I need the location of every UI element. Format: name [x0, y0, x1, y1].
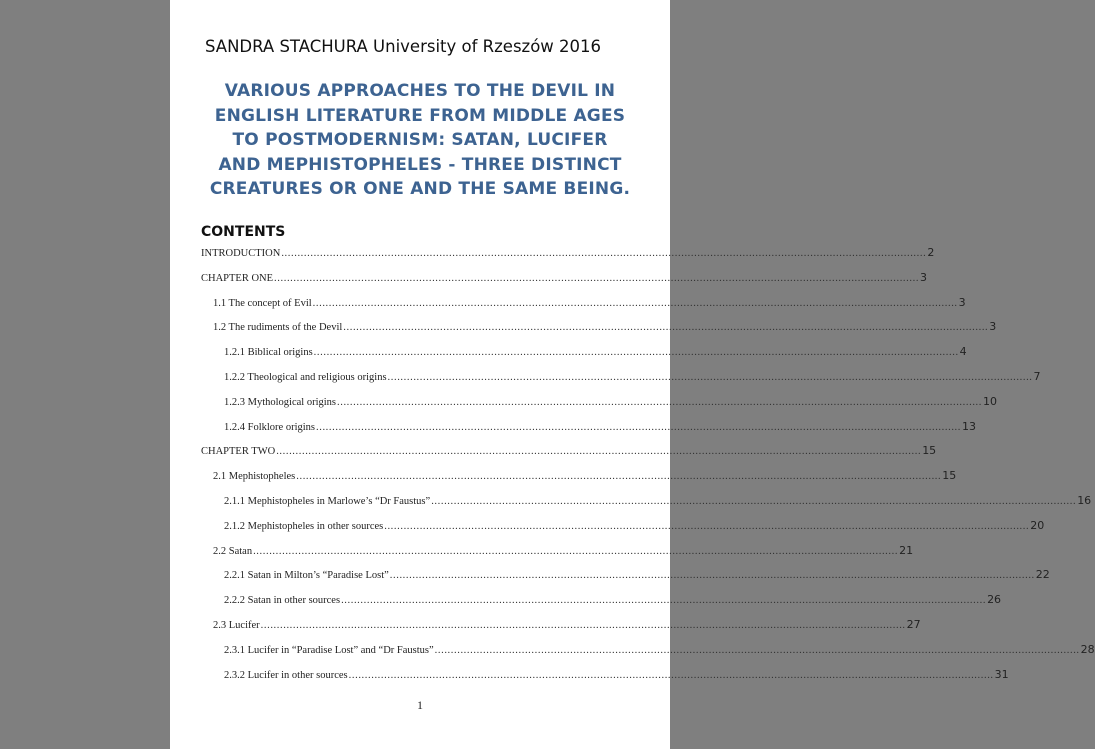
- toc-entry-page: 2: [927, 246, 935, 259]
- title-line: ENGLISH LITERATURE FROM MIDDLE AGES: [214, 105, 626, 126]
- document-title: [190, 79, 650, 202]
- toc-dot-leader: ........................................................................................................................................................................................................: [316, 421, 961, 433]
- toc-entry-label: 2.2.1 Satan in Milton’s “Paradise Lost”: [224, 570, 389, 582]
- toc-entry-page: 10: [983, 394, 997, 408]
- toc-entry[interactable]: [201, 491, 1092, 507]
- toc-entry-label: 2.3.2 Lucifer in other sources: [224, 669, 348, 681]
- toc-entry[interactable]: [201, 293, 966, 309]
- toc-entry-page: 3: [989, 320, 997, 334]
- toc-dot-leader: ........................................................................................................................................................................................................: [313, 347, 959, 359]
- toc-entry[interactable]: [201, 317, 997, 334]
- contents-heading: CONTENTS: [201, 224, 286, 240]
- toc-dot-leader: ........................................................................................................................................................................................................: [260, 620, 906, 631]
- toc-entry[interactable]: [201, 665, 1009, 681]
- toc-entry[interactable]: [201, 243, 935, 259]
- author-line: SANDRA STACHURA University of Rzeszów 2016: [205, 37, 602, 56]
- toc-entry[interactable]: [201, 417, 976, 433]
- toc-entry-page: 3: [958, 295, 966, 309]
- toc-dot-leader: ........................................................................................................................................................................................................: [434, 644, 1080, 656]
- toc-dot-leader: ........................................................................................................................................................................................................: [253, 545, 899, 557]
- toc-entry[interactable]: [201, 615, 921, 631]
- toc-entry-label: 2.1.1 Mephistopheles in Marlowe’s “Dr Faustus”: [224, 496, 431, 507]
- toc-entry-page: 13: [962, 419, 976, 433]
- toc-entry-page: 22: [1035, 568, 1050, 582]
- toc-entry[interactable]: [201, 342, 967, 359]
- toc-dot-leader: ........................................................................................................................................................................................................: [341, 595, 987, 607]
- toc-dot-leader: ........................................................................................................................................................................................................: [348, 669, 994, 681]
- toc-entry[interactable]: [201, 590, 1002, 607]
- toc-entry-label: 1.2 The rudiments of the Devil: [213, 322, 343, 334]
- toc-dot-leader: ........................................................................................................................................................................................................: [431, 496, 1077, 507]
- toc-entry[interactable]: [201, 392, 997, 408]
- toc-entry-label: 1.2.1 Biblical origins: [224, 347, 313, 359]
- toc-dot-leader: ........................................................................................................................................................................................................: [296, 471, 942, 483]
- toc-dot-leader: ........................................................................................................................................................................................................: [276, 446, 922, 458]
- toc-entry-label: 1.2.2 Theological and religious origins: [224, 372, 387, 383]
- toc-entry-label: 2.1 Mephistopheles: [213, 471, 296, 483]
- toc-entry-label: CHAPTER TWO: [201, 446, 276, 458]
- toc-dot-leader: ........................................................................................................................................................................................................: [281, 248, 927, 259]
- toc-entry-label: CHAPTER ONE: [201, 272, 274, 284]
- title-line: AND MEPHISTOPHELES - THREE DISTINCT: [218, 154, 622, 175]
- toc-entry-label: 1.2.3 Mythological origins: [224, 396, 336, 408]
- document-page: [170, 0, 1095, 749]
- toc-entry[interactable]: [201, 565, 1050, 582]
- toc-entry-page: 26: [987, 593, 1002, 607]
- toc-entry-label: 2.2 Satan: [213, 545, 253, 557]
- toc-entry-page: 15: [922, 444, 937, 458]
- toc-entry-page: 20: [1030, 518, 1045, 532]
- toc-dot-leader: ........................................................................................................................................................................................................: [384, 520, 1030, 532]
- toc-entry[interactable]: [201, 640, 1095, 656]
- toc-entry-label: 1.2.4 Folklore origins: [224, 421, 315, 433]
- toc-entry[interactable]: [201, 268, 928, 284]
- toc-entry-label: 2.2.2 Satan in other sources: [224, 595, 341, 607]
- toc-entry-label: 2.1.2 Mephistopheles in other sources: [224, 520, 384, 532]
- toc-entry-label: INTRODUCTION: [201, 248, 281, 259]
- toc-entry-page: 7: [1033, 370, 1041, 383]
- toc-entry-page: 15: [942, 469, 957, 483]
- toc-entry-label: 1.1 The concept of Evil: [213, 297, 312, 309]
- toc-entry[interactable]: [201, 541, 914, 557]
- toc-entry-label: 2.3 Lucifer: [213, 620, 260, 631]
- title-line: CREATURES OR ONE AND THE SAME BEING.: [209, 179, 631, 199]
- toc-entry-page: 21: [899, 543, 914, 557]
- toc-entry-page: 27: [906, 618, 921, 631]
- toc-dot-leader: ........................................................................................................................................................................................................: [389, 570, 1035, 582]
- page-number: 1: [417, 698, 423, 712]
- title-line: VARIOUS APPROACHES TO THE DEVIL IN: [224, 81, 616, 101]
- toc-dot-leader: ........................................................................................................................................................................................................: [337, 396, 982, 408]
- toc-entry[interactable]: [201, 441, 937, 458]
- toc-entry-label: 2.3.1 Lucifer in “Paradise Lost” and “Dr Faustus”: [224, 644, 434, 656]
- toc-entry[interactable]: [201, 367, 1041, 383]
- title-line: TO POSTMODERNISM: SATAN, LUCIFER: [232, 130, 608, 150]
- toc-entry[interactable]: [201, 516, 1045, 532]
- toc-dot-leader: ........................................................................................................................................................................................................: [343, 322, 989, 334]
- toc-dot-leader: ........................................................................................................................................................................................................: [387, 372, 1033, 383]
- toc-entry-page: 28: [1080, 642, 1095, 656]
- toc-entry[interactable]: [201, 466, 957, 483]
- toc-entry-page: 4: [959, 345, 967, 359]
- toc-entry-page: 3: [920, 270, 928, 284]
- toc-dot-leader: ........................................................................................................................................................................................................: [274, 272, 920, 284]
- toc-entry-page: 31: [994, 667, 1009, 681]
- toc-entry-page: 16: [1077, 494, 1092, 507]
- toc-dot-leader: ........................................................................................................................................................................................................: [312, 297, 958, 309]
